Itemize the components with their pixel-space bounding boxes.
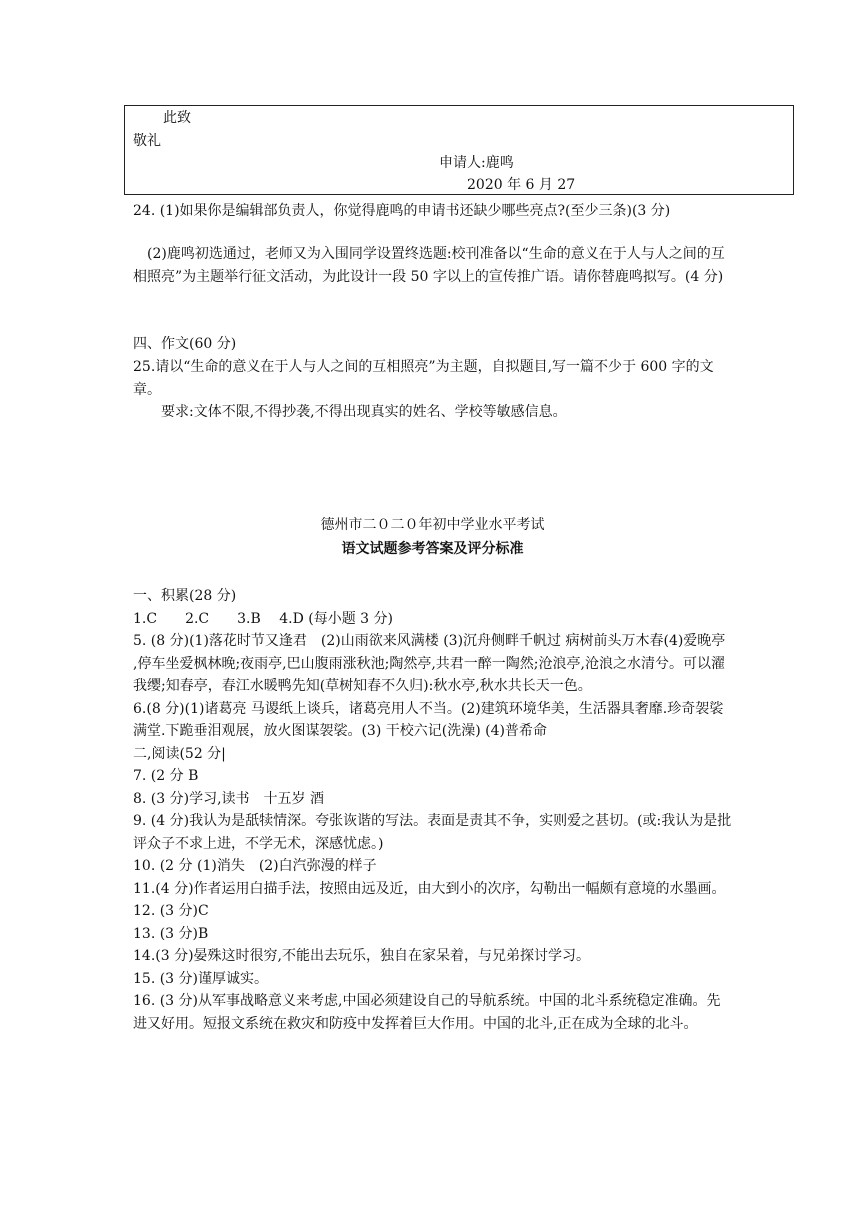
answers-subtitle: 语文试题参考答案及评分标准 [341, 541, 524, 557]
letter-closing-1: 此致 [163, 110, 191, 126]
section-4-heading: 四、作文(60 分) [133, 336, 237, 352]
question-25-requirements: 要求:文体不限,不得抄袭,不得出现真实的姓名、学校等敏感信息。 [161, 404, 567, 420]
answer-15: 15. (3 分)谨厚诚实。 [133, 970, 268, 987]
answer-1-4: 1.C 2.C 3.B 4.D (每小题 3 分) [133, 610, 393, 627]
answer-8: 8. (3 分)学习,读书 十五岁 酒 [133, 790, 324, 807]
letter-date: 2020 年 6 月 27 [467, 177, 576, 193]
letter-box [124, 105, 794, 195]
section-2-heading: 二,阅读(52 分| [133, 745, 226, 762]
answer-9: 9. (4 分)我认为是舐犊情深。夸张诙谐的写法。表面是责其不争，实则爱之甚切。(或:我认为是批评众子不求上进，不学无术，深感忧虑。) [133, 813, 732, 852]
question-24-1: 24. (1)如果你是编辑部负责人，你觉得鹿鸣的申请书还缺少哪些亮点?(至少三条)(3 分) [133, 203, 671, 219]
answer-12: 12. (3 分)C [133, 903, 209, 919]
answer-13: 13. (3 分)B [133, 925, 209, 942]
answers-list [133, 585, 733, 1035]
question-25: 25.请以“生命的意义在于人与人之间的互相照亮”为主题，自拟题目,写一篇不少于 600 字的文章。 [133, 359, 714, 398]
answer-6: 6.(8 分)(1)诸葛亮 马谡纸上谈兵，诸葛亮用人不当。(2)建筑环境华美，生活器具奢靡.珍奇袈裟满堂.下跪垂泪观展，放火图谋袈裟。(3) 干校六记(洗澡) (4)普希命 [133, 700, 724, 739]
answer-5: 5. (8 分)(1)落花时节又逢君 (2)山雨欲来风满楼 (3)沉舟侧畔千帆过 病树前头万木春(4)爱晚亭 ,停车坐爱枫林晚;夜雨亭,巴山腹雨涨秋池;陶然亭,共君一醉一陶然;沧浪亭,沧浪之水清兮。可以濯我缨;知春亭，春江水暖鸭先知(草树知春不久归):秋水亭,秋水共长天一色。 [133, 633, 726, 694]
answer-7: 7. (2 分 B [133, 768, 199, 784]
answer-10: 10. (2 分 (1)消失 (2)白汽弥漫的样子 [133, 858, 377, 874]
answers-title: 德州市二０二０年初中学业水平考试 [320, 517, 545, 533]
letter-applicant: 申请人:鹿鸣 [439, 155, 514, 171]
answer-11: 11.(4 分)作者运用白描手法，按照由远及近，由大到小的次序，勾勒出一幅颇有意境的水墨画。 [133, 880, 726, 897]
question-24-2: (2)鹿鸣初选通过，老师又为入围同学设置终选题:校刊准备以“生命的意义在于人与人之间的互相照亮”为主题举行征文活动，为此设计一段 50 字以上的宣传推广语。请你替鹿鸣拟写。(4 分) [133, 246, 725, 285]
letter-closing-2: 敬礼 [133, 133, 161, 149]
section-1-heading: 一、积累(28 分) [133, 588, 237, 604]
answer-14: 14.(3 分)晏殊这时很穷,不能出去玩乐，独自在家呆着，与兄弟探讨学习。 [133, 948, 590, 964]
answer-16: 16. (3 分)从军事战略意义来考虑,中国必须建设自己的导航系统。中国的北斗系统稳定准确。先进又好用。短报文系统在救灾和防疫中发挥着巨大作用。中国的北斗,正在成为全球的北斗。 [133, 993, 721, 1032]
